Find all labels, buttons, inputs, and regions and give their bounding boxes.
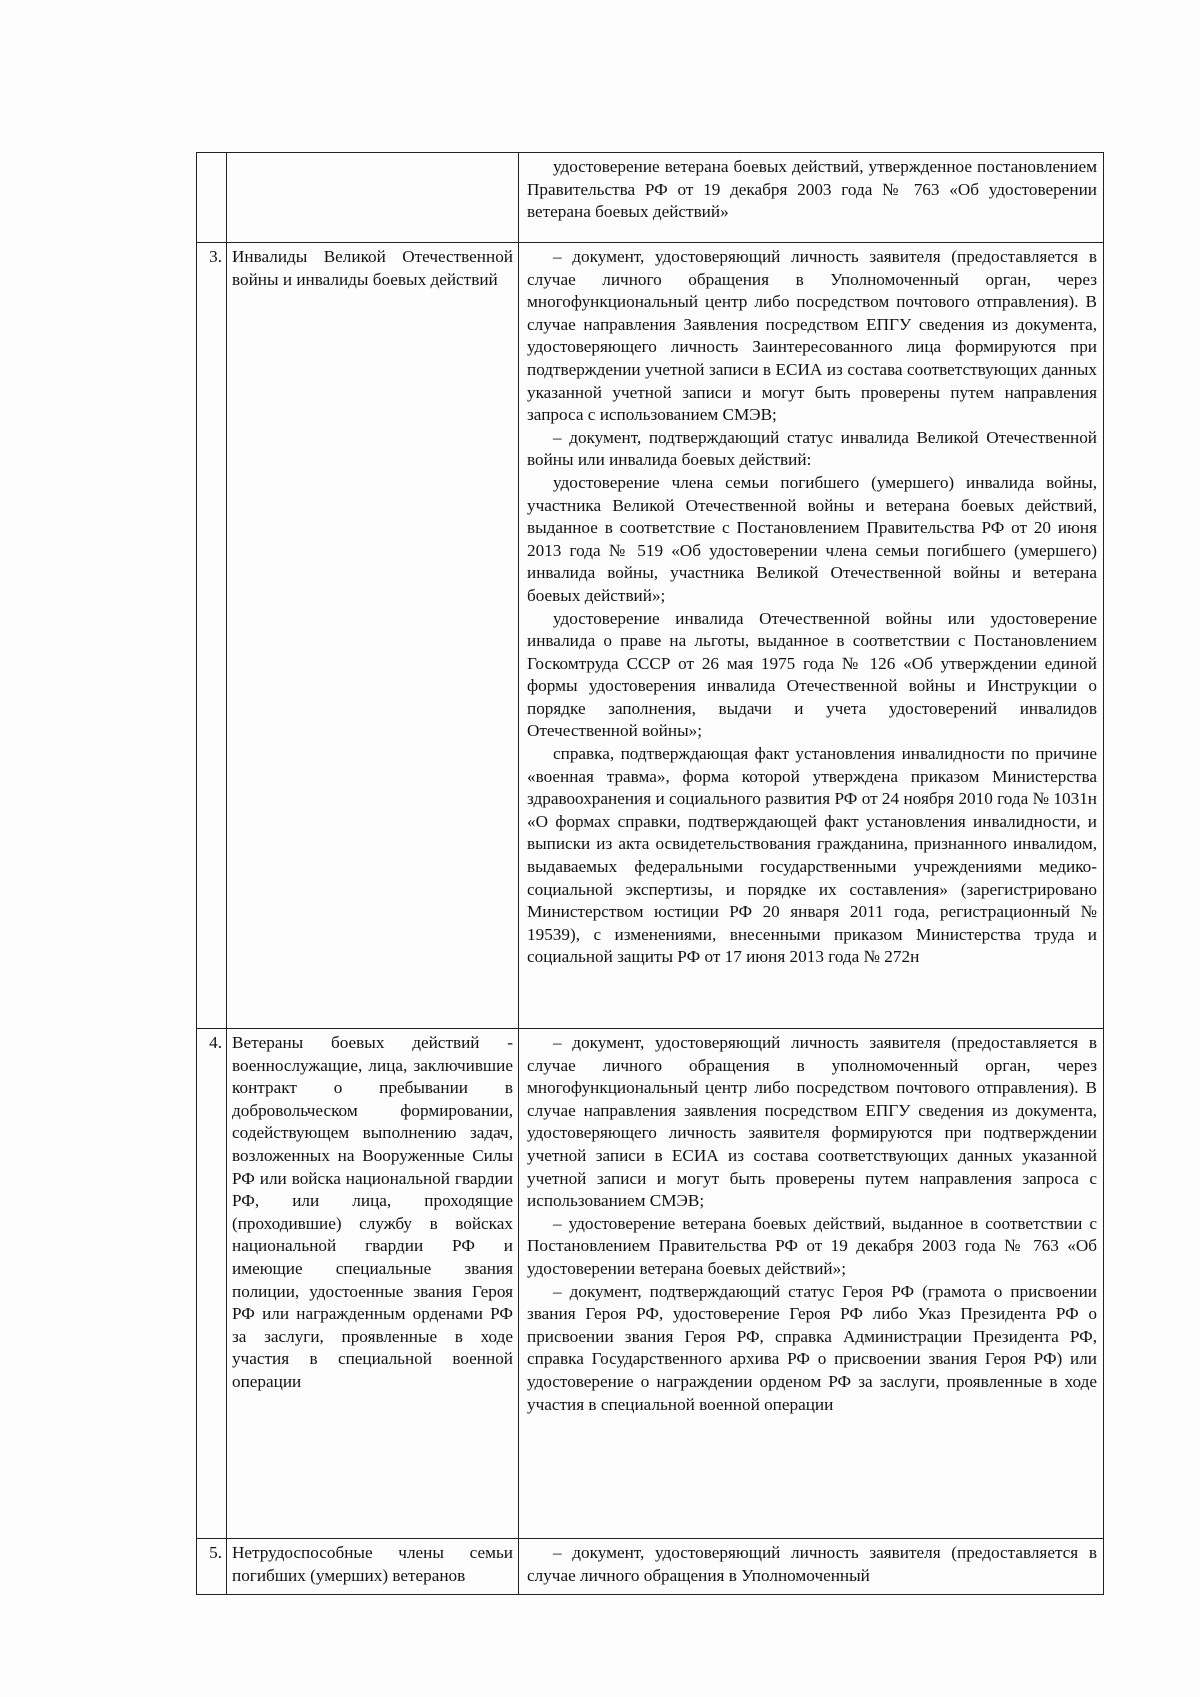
category-cell bbox=[227, 153, 519, 243]
document-paragraph: удостоверение ветерана боевых действий, утвержденное постановлением Правительства РФ от 19 декабря 2003 года № 763 «Об удостоверении ветерана боевых действий» bbox=[527, 157, 1097, 222]
documents-cell bbox=[519, 153, 1104, 243]
document-paragraph: – документ, удостоверяющий личность заявителя (предоставляется в случае личного обращения в Уполномоченный орган, через многофункциональный центр либо посредством почтового отправления). В случае направления Заявления посредством ЕПГУ сведения из документа, удостоверяющего личность Заинтересованного лица формируются при подтверждении учетной записи в ЕСИА из состава соответствующих данных указанной учетной записи и могут быть проверены путем направления запроса с использованием СМЭВ; bbox=[527, 247, 1097, 425]
category-cell: Ветераны боевых действий - военнослужащие, лица, заключившие контракт о пребывании в добровольческом формировании, содействующем выполнению задач, возложенных на Вооруженные Силы РФ или войска национальной гвардии РФ, или лица, проходящие (проходившие) службу в войсках национальной гвардии РФ и имеющие специальные звания полиции, удостоенные звания Героя РФ или награжденным орденами РФ за заслуги, проявленные в ходе участия в специальной военной операции bbox=[227, 1029, 519, 1539]
category-cell: Инвалиды Великой Отечественной войны и инвалиды боевых действий bbox=[227, 243, 519, 1029]
documents-table bbox=[196, 152, 1104, 1595]
category-cell: Нетрудоспособные члены семьи погибших (умерших) ветеранов bbox=[227, 1539, 519, 1595]
row-number: 5. bbox=[197, 1539, 227, 1595]
document-paragraph: удостоверение члена семьи погибшего (умершего) инвалида войны, участника Великой Отечественной войны и ветерана боевых действий, выданное в соответствие с Постановлением Правительства РФ от 20 июня 2013 года № 519 «Об удостоверении члена семьи погибшего (умершего) инвалида войны, участника Великой Отечественной войны и ветерана боевых действий»; bbox=[527, 472, 1097, 605]
document-paragraph: – документ, подтверждающий статус Героя РФ (грамота о присвоении звания Героя РФ, удостоверение Героя РФ либо Указ Президента РФ о присвоении звания Героя РФ, справка Администрации Президента РФ, справка Государственного архива РФ о присвоении звания Героя РФ) или удостоверение о награждении орденом РФ за заслуги, проявленные в ходе участия в специальной военной операции bbox=[527, 1281, 1097, 1414]
row-number: 4. bbox=[197, 1029, 227, 1539]
table-row-4 bbox=[197, 1029, 1104, 1539]
document-paragraph: – документ, подтверждающий статус инвалида Великой Отечественной войны или инвалида боевых действий: bbox=[527, 427, 1097, 470]
documents-cell bbox=[519, 243, 1104, 1029]
table-row-3 bbox=[197, 243, 1104, 1029]
documents-cell bbox=[519, 1029, 1104, 1539]
table-row-5 bbox=[197, 1539, 1104, 1595]
document-paragraph: удостоверение инвалида Отечественной войны или удостоверение инвалида о праве на льготы, выданное в соответствии с Постановлением Госкомтруда СССР от 26 мая 1975 года № 126 «Об утверждении единой формы удостоверения инвалида Отечественной войны и Инструкции о порядке заполнения, выдачи и учета удостоверений инвалидов Отечественной войны»; bbox=[527, 608, 1097, 741]
documents-cell bbox=[519, 1539, 1104, 1595]
document-paragraph: – документ, удостоверяющий личность заявителя (предоставляется в случае личного обращения в Уполномоченный bbox=[527, 1543, 1097, 1585]
document-paragraph: – документ, удостоверяющий личность заявителя (предоставляется в случае личного обращения в уполномоченный орган, через многофункциональный центр либо посредством почтового отправления). В случае направления заявления посредством ЕПГУ сведения из документа, удостоверяющего личность заявителя формируются при подтверждении учетной записи в ЕСИА из состава соответствующих данных указанной учетной записи и могут быть проверены путем направления запроса с использованием СМЭВ; bbox=[527, 1033, 1097, 1211]
document-paragraph: справка, подтверждающая факт установления инвалидности по причине «военная травма», форма которой утверждена приказом Министерства здравоохранения и социального развития РФ от 24 ноября 2010 года № 1031н «О формах справки, подтверждающей факт установления инвалидности, и выписки из акта освидетельствования гражданина, признанного инвалидом, выдаваемых федеральными государственными учреждениями медико-социальной экспертизы, и порядке их составления» (зарегистрировано Министерством юстиции РФ 20 января 2011 года, регистрационный № 19539), с изменениями, внесенными приказом Министерства труда и социальной защиты РФ от 17 июня 2013 года № 272н bbox=[527, 744, 1097, 967]
document-paragraph: – удостоверение ветерана боевых действий, выданное в соответствии с Постановлением Правительства РФ от 19 декабря 2003 года № 763 «Об удостоверении ветерана боевых действий»; bbox=[527, 1213, 1097, 1278]
table-row-continuation bbox=[197, 153, 1104, 243]
row-number bbox=[197, 153, 227, 243]
row-number: 3. bbox=[197, 243, 227, 1029]
